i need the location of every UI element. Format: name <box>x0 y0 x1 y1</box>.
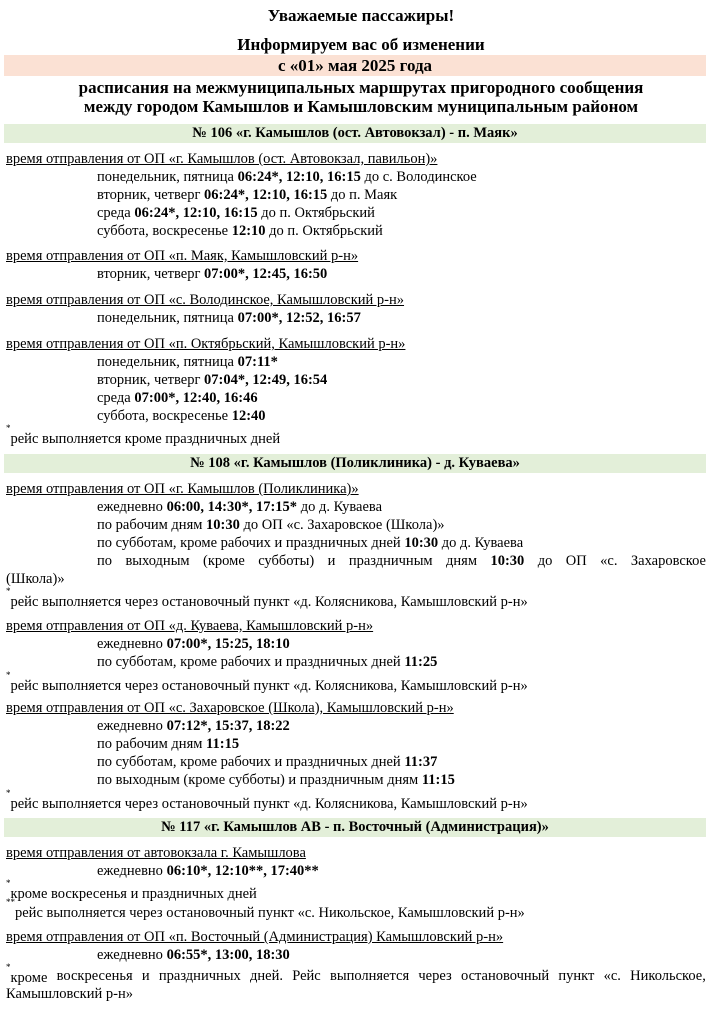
footnote-justified: *кроме воскресенья и праздничных дней. Рейс выполняется через остановочный пункт «с. Никольское, <box>6 962 706 986</box>
schedule-line-continuation: (Школа)» <box>6 571 65 587</box>
footnote: *рейс выполняется через остановочный пункт «д. Колясникова, Камышловский р-н» <box>6 670 528 694</box>
schedule-line: вторник, четверг 07:00*, 12:45, 16:50 <box>97 266 328 282</box>
footnote-continuation: Камышловский р-н» <box>6 986 133 1002</box>
schedule-line-justified: по выходным (кроме субботы) и праздничным дням 10:30 до ОП «с. Захаровское <box>97 553 706 569</box>
footnote: *рейс выполняется кроме праздничных дней <box>6 423 281 447</box>
departure-heading: время отправления от ОП «п. Восточный (Администрация) Камышловский р-н» <box>6 929 504 945</box>
schedule-line: по выходным (кроме субботы) и праздничным дням 11:15 <box>97 772 455 788</box>
footnote: **рейс выполняется через остановочный пункт «с. Никольское, Камышловский р-н» <box>6 897 525 921</box>
subject-line-2: между городом Камышлов и Камышловским муниципальным районом <box>83 97 639 116</box>
route-108-title: № 108 «г. Камышлов (Поликлиника) - д. Куваева» <box>4 454 706 473</box>
schedule-line: суббота, воскресенье 12:40 <box>97 408 266 424</box>
schedule-line: по рабочим дням 11:15 <box>97 736 240 752</box>
departure-heading: время отправления от ОП «г. Камышлов (Поликлиника)» <box>6 481 359 497</box>
departure-heading: время отправления от ОП «г. Камышлов (ост. Автовокзал, павильон)» <box>6 151 438 167</box>
schedule-line: ежедневно 07:12*, 15:37, 18:22 <box>97 718 290 734</box>
schedule-line: по субботам, кроме рабочих и праздничных дней 10:30 до д. Куваева <box>97 535 524 551</box>
departure-heading: время отправления от ОП «п. Октябрьский, Камышловский р-н» <box>6 336 406 352</box>
footnote: *рейс выполняется через остановочный пункт «д. Колясникова, Камышловский р-н» <box>6 788 528 812</box>
schedule-line: вторник, четверг 06:24*, 12:10, 16:15 до п. Маяк <box>97 187 398 203</box>
subject-line-1: расписания на межмуниципальных маршрутах пригородного сообщения <box>78 78 644 97</box>
schedule-line: ежедневно 07:00*, 15:25, 18:10 <box>97 636 290 652</box>
departure-heading: время отправления от ОП «с. Захаровское (Школа), Камышловский р-н» <box>6 700 454 716</box>
footnote: *кроме воскресенья и праздничных дней <box>6 878 257 902</box>
schedule-line: по субботам, кроме рабочих и праздничных дней 11:37 <box>97 754 438 770</box>
route-106-title: № 106 «г. Камышлов (ост. Автовокзал) - п. Маяк» <box>4 124 706 143</box>
schedule-line: среда 07:00*, 12:40, 16:46 <box>97 390 258 406</box>
schedule-line: по рабочим дням 10:30 до ОП «с. Захаровское (Школа)» <box>97 517 445 533</box>
schedule-line: понедельник, пятница 07:11* <box>97 354 278 370</box>
footnote: *рейс выполняется через остановочный пункт «д. Колясникова, Камышловский р-н» <box>6 586 528 610</box>
schedule-line: понедельник, пятница 07:00*, 12:52, 16:57 <box>97 310 361 326</box>
departure-heading: время отправления от ОП «п. Маяк, Камышловский р-н» <box>6 248 359 264</box>
schedule-line: ежедневно 06:55*, 13:00, 18:30 <box>97 947 290 963</box>
departure-heading: время отправления от ОП «д. Куваева, Камышловский р-н» <box>6 618 374 634</box>
schedule-line: ежедневно 06:00, 14:30*, 17:15* до д. Куваева <box>97 499 383 515</box>
schedule-line: ежедневно 06:10*, 12:10**, 17:40** <box>97 863 319 879</box>
departure-heading: время отправления от ОП «с. Володинское, Камышловский р-н» <box>6 292 405 308</box>
inform-line: Информируем вас об изменении <box>237 35 485 54</box>
greeting: Уважаемые пассажиры! <box>267 6 455 25</box>
effective-date: с «01» мая 2025 года <box>4 55 706 76</box>
schedule-line: понедельник, пятница 06:24*, 12:10, 16:15 до с. Володинское <box>97 169 477 185</box>
departure-heading: время отправления от автовокзала г. Камышлова <box>6 845 306 861</box>
schedule-line: вторник, четверг 07:04*, 12:49, 16:54 <box>97 372 328 388</box>
schedule-line: суббота, воскресенье 12:10 до п. Октябрьский <box>97 223 383 239</box>
schedule-line: среда 06:24*, 12:10, 16:15 до п. Октябрьский <box>97 205 375 221</box>
schedule-line: по субботам, кроме рабочих и праздничных дней 11:25 <box>97 654 438 670</box>
route-117-title: № 117 «г. Камышлов АВ - п. Восточный (Администрация)» <box>4 818 706 837</box>
